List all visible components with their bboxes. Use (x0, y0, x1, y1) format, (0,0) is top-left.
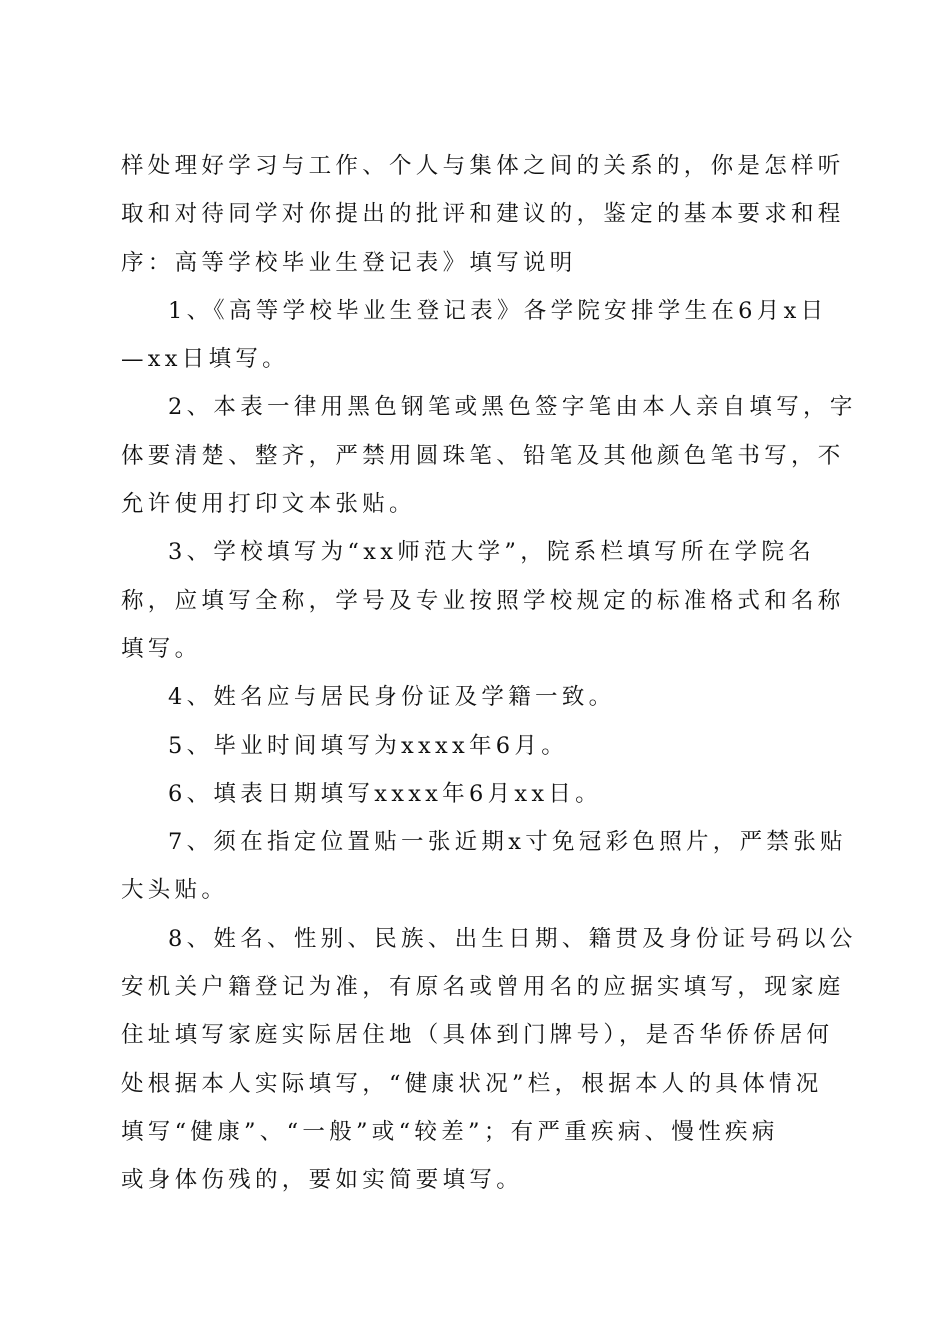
text-line: 1、《高等学校毕业生登记表》各学院安排学生在6月x日 (168, 297, 828, 324)
text-line: 4、姓名应与居民身份证及学籍一致。 (168, 684, 616, 711)
text-line: 样处理好学习与工作、个人与集体之间的关系的，你是怎样听 (121, 153, 845, 179)
text-line: 安机关户籍登记为准，有原名或曾用名的应据实填写，现家庭 (121, 974, 845, 1001)
text-line: 允许使用打印文本张贴。 (121, 491, 416, 518)
text-line: 填写。 (121, 635, 202, 662)
text-line: —xx日填写。 (121, 346, 289, 373)
paragraph-item-7 (121, 818, 847, 915)
text-line: 大头贴。 (121, 877, 229, 904)
paragraph-item-1 (121, 287, 826, 384)
text-line: 5、毕业时间填写为xxxx年6月。 (168, 732, 568, 759)
text-line: 填写“健康”、“一般”或“较差”；有严重疾病、慢性疾病 (121, 1118, 779, 1145)
text-line: 2、本表一律用黑色钢笔或黑色签字笔由本人亲自填写，字 (168, 394, 857, 421)
text-line: 序：高等学校毕业生登记表》填写说明 (121, 249, 577, 276)
paragraph-item-3 (121, 528, 845, 673)
text-line: 体要清楚、整齐，严禁用圆珠笔、铅笔及其他颜色笔书写，不 (121, 442, 845, 469)
paragraph-intro (121, 142, 845, 287)
text-line: 3、学校填写为“xx师范大学”，院系栏填写所在学院名 (168, 539, 815, 566)
text-line: 处根据本人实际填写，“健康状况”栏，根据本人的具体情况 (121, 1070, 823, 1097)
text-line: 或身体伤残的，要如实简要填写。 (121, 1167, 524, 1194)
text-line: 7、须在指定位置贴一张近期x寸免冠彩色照片，严禁张贴 (168, 829, 847, 856)
text-line: 称，应填写全称，学号及专业按照学校规定的标准格式和名称 (121, 587, 845, 614)
document-body (121, 142, 857, 1205)
text-line: 住址填写家庭实际居住地（具体到门牌号），是否华侨侨居何 (121, 1022, 834, 1049)
paragraph-item-2 (121, 383, 857, 528)
text-line: 6、填表日期填写xxxx年6月xx日。 (168, 780, 602, 807)
paragraph-item-8 (121, 915, 857, 1205)
paragraph-item-4 (121, 673, 826, 721)
text-line: 8、姓名、性别、民族、出生日期、籍贯及身份证号码以公 (168, 925, 857, 952)
text-line: 取和对待同学对你提出的批评和建议的，鉴定的基本要求和程 (121, 201, 845, 228)
paragraph-item-5 (121, 722, 826, 770)
paragraph-item-6 (121, 770, 826, 818)
